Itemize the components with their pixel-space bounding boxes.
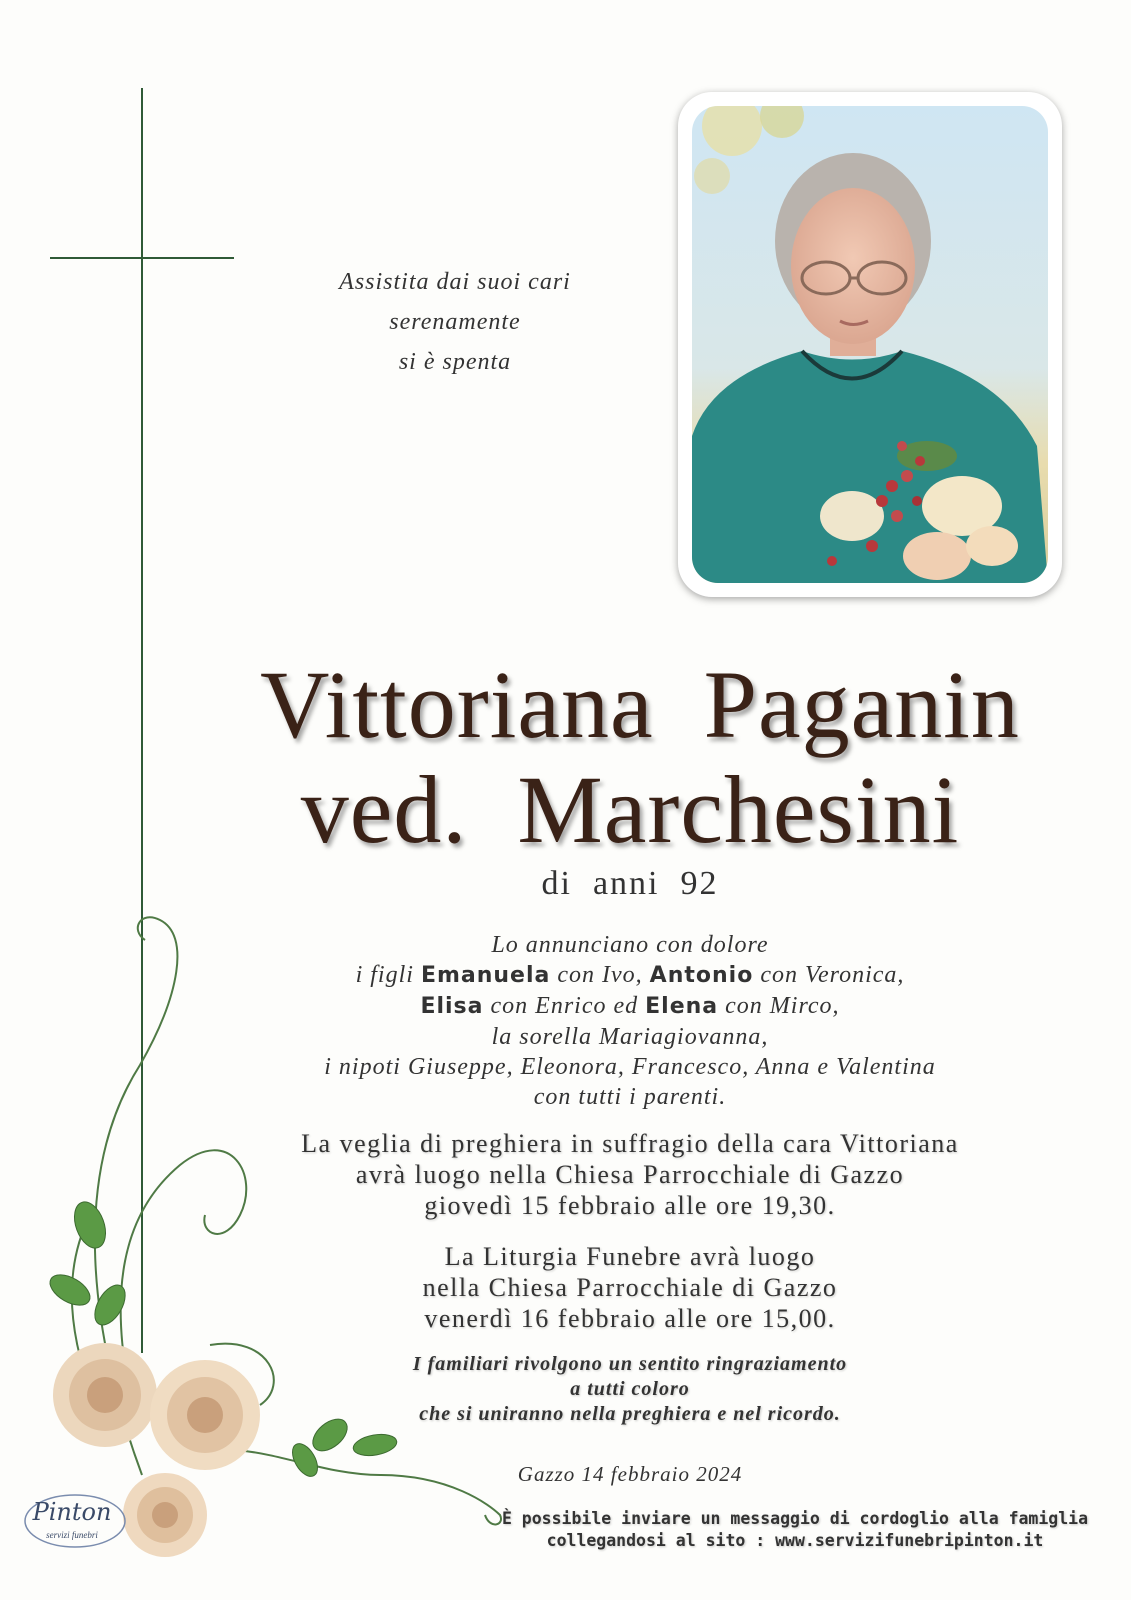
child-name: Antonio bbox=[649, 963, 754, 988]
child-name: Emanuela bbox=[420, 963, 551, 988]
logo-subtitle: servizi funebri bbox=[46, 1530, 98, 1540]
portrait-image bbox=[692, 106, 1048, 583]
deceased-name: Vittoriana Paganin bbox=[260, 651, 1020, 758]
rose bbox=[53, 1343, 157, 1447]
cross-horizontal-bar bbox=[50, 257, 234, 259]
place-and-date: Gazzo 14 febbraio 2024 bbox=[517, 1462, 743, 1486]
deceased-married-name: ved. Marchesini bbox=[300, 756, 960, 863]
text-fragment: con Enrico ed bbox=[483, 993, 646, 1019]
text-fragment: i figli bbox=[355, 962, 421, 988]
announcement-line: la sorella Mariagiovanna, bbox=[491, 1024, 769, 1050]
intro-line: Assistita dai suoi cari bbox=[339, 269, 571, 295]
vigil-line: avrà luogo nella Chiesa Parrocchiale di Gazzo bbox=[355, 1160, 905, 1189]
liturgy-line: venerdì 16 febbraio alle ore 15,00. bbox=[424, 1304, 836, 1333]
rose bbox=[123, 1473, 207, 1557]
footer-line: È possibile inviare un messaggio di cordoglio alla famiglia bbox=[501, 1509, 1089, 1528]
child-name: Elena bbox=[645, 994, 719, 1019]
vigil-line: giovedì 15 febbraio alle ore 19,30. bbox=[424, 1191, 836, 1220]
thanks-line: I familiari rivolgono un sentito ringraziamento bbox=[412, 1353, 848, 1375]
child-name: Elisa bbox=[420, 994, 484, 1019]
floral-rose-decoration bbox=[30, 915, 520, 1575]
deceased-age: di anni 92 bbox=[541, 865, 719, 902]
rose bbox=[150, 1360, 260, 1470]
announcement-line: i nipoti Giuseppe, Eleonora, Francesco, Anna e Valentina bbox=[324, 1054, 936, 1080]
intro-line: serenamente bbox=[389, 309, 521, 335]
announcement-line: con tutti i parenti. bbox=[533, 1084, 727, 1110]
thanks-line: che si uniranno nella preghiera e nel ricordo. bbox=[419, 1403, 841, 1425]
portrait-photo bbox=[692, 106, 1048, 583]
intro-text bbox=[300, 262, 610, 382]
intro-line: si è spenta bbox=[398, 349, 512, 375]
footer-line[interactable]: collegandosi al sito : www.servizifunebripinton.it bbox=[546, 1531, 1044, 1550]
vigil-line: La veglia di preghiera in suffragio della cara Vittoriana bbox=[301, 1129, 959, 1158]
condolence-message-info bbox=[480, 1508, 1110, 1552]
text-fragment: con Mirco, bbox=[718, 993, 840, 1019]
thanks-line: a tutti coloro bbox=[570, 1378, 690, 1400]
liturgy-line: La Liturgia Funebre avrà luogo bbox=[444, 1242, 816, 1271]
announcement-line: Lo annunciano con dolore bbox=[491, 932, 769, 958]
liturgy-line: nella Chiesa Parrocchiale di Gazzo bbox=[422, 1273, 838, 1302]
logo-name: Pinton bbox=[32, 1498, 112, 1526]
text-fragment: con Ivo, bbox=[550, 962, 650, 988]
text-fragment: con Veronica, bbox=[753, 962, 905, 988]
